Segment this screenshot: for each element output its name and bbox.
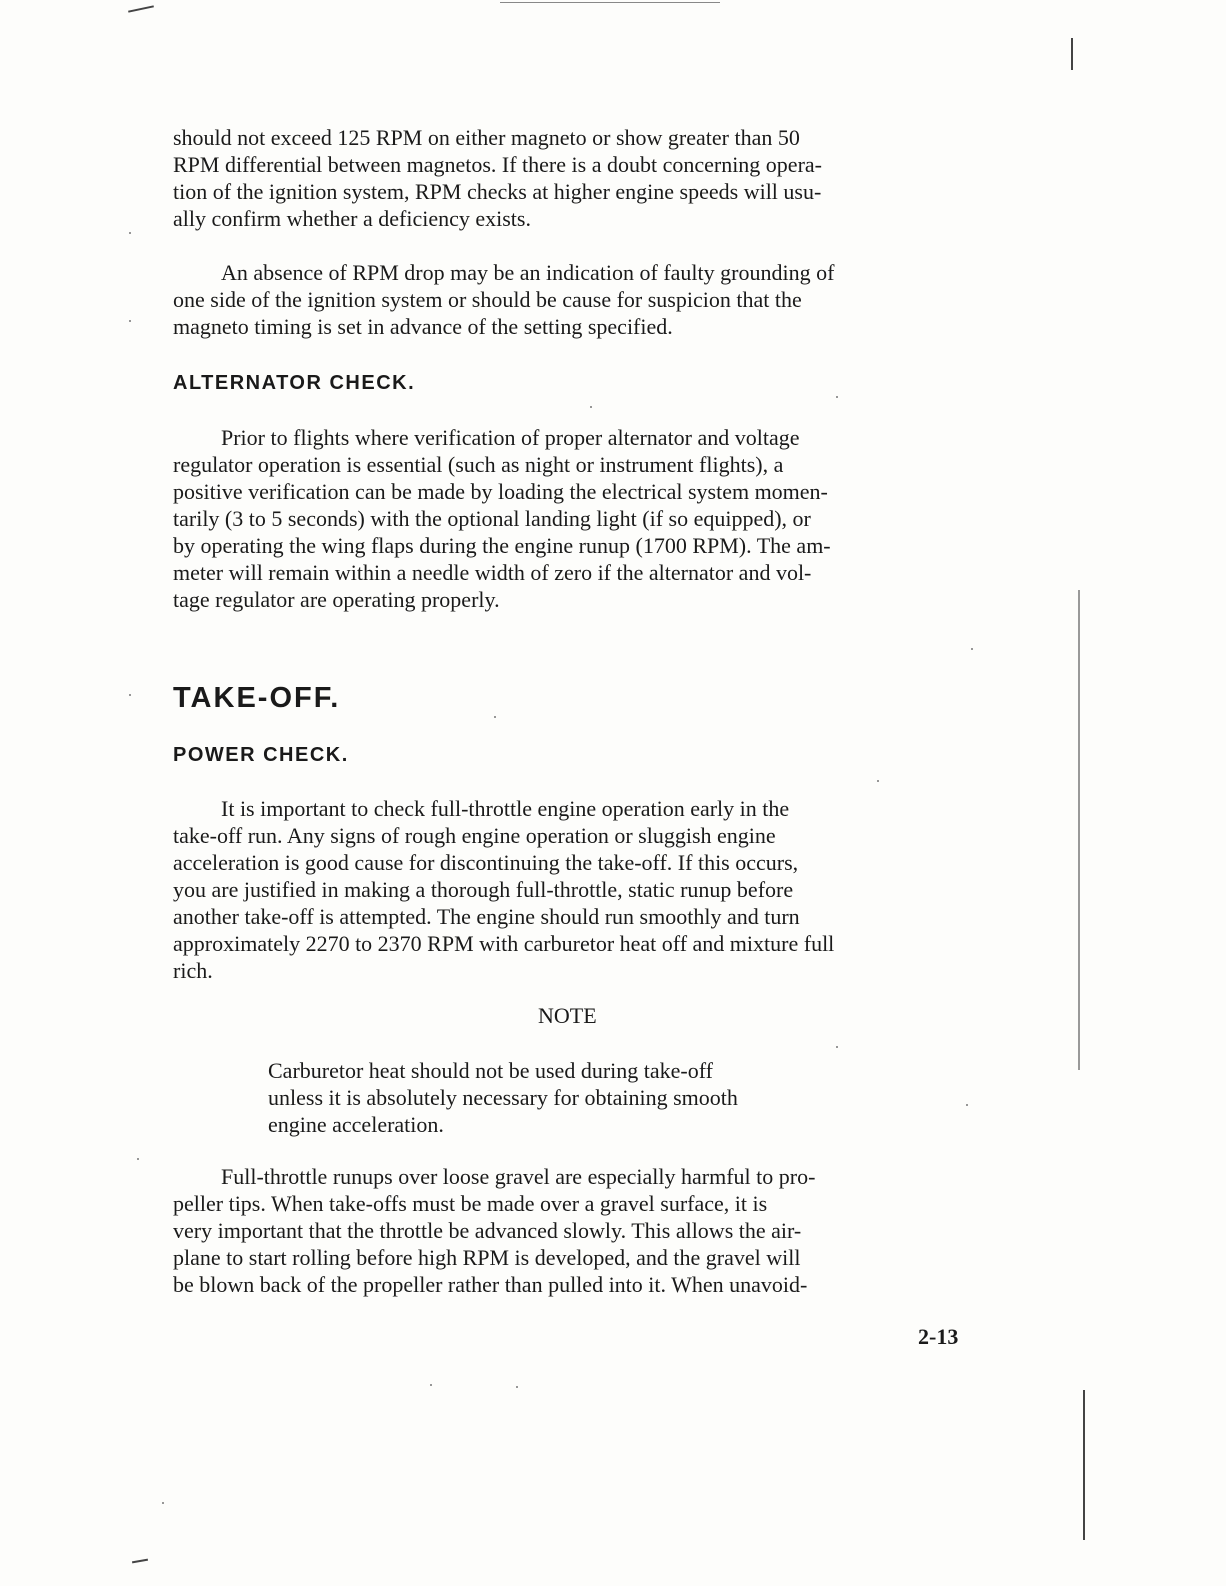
text-line: be blown back of the propeller rather than pulled into it. When unavoid-	[173, 1272, 808, 1297]
speck	[836, 1046, 838, 1048]
takeoff-heading: TAKE-OFF.	[173, 682, 341, 714]
scan-top-line	[500, 2, 720, 3]
speck	[971, 648, 973, 650]
text-line: RPM differential between magnetos. If there is a doubt concerning opera-	[173, 152, 822, 177]
speck	[129, 232, 131, 234]
speck	[836, 396, 838, 398]
speck	[966, 1104, 968, 1106]
text-line: Prior to flights where verification of proper alternator and voltage	[221, 425, 800, 450]
text-line: positive verification can be made by loading the electrical system momen-	[173, 479, 828, 504]
text-line: Full-throttle runups over loose gravel are especially harmful to pro-	[221, 1164, 816, 1189]
speck	[137, 1158, 139, 1160]
text-line: another take-off is attempted. The engine should run smoothly and turn	[173, 904, 800, 929]
speck	[590, 406, 592, 408]
note-label: NOTE	[538, 1003, 597, 1028]
text-line: peller tips. When take-offs must be made over a gravel surface, it is	[173, 1191, 768, 1216]
speck	[430, 1384, 432, 1386]
text-line: regulator operation is essential (such as night or instrument flights), a	[173, 452, 784, 477]
text-line: very important that the throttle be advanced slowly. This allows the air-	[173, 1218, 802, 1243]
text-line: acceleration is good cause for discontinuing the take-off. If this occurs,	[173, 850, 799, 875]
text-line: An absence of RPM drop may be an indication of faulty grounding of	[221, 260, 835, 285]
scan-corner-mark	[128, 5, 154, 12]
text-line: should not exceed 125 RPM on either magneto or show greater than 50	[173, 125, 800, 150]
power-check-heading: POWER CHECK.	[173, 744, 349, 766]
paragraph-alternator-check	[173, 424, 981, 613]
text-line: magneto timing is set in advance of the setting specified.	[173, 314, 673, 339]
text-line: approximately 2270 to 2370 RPM with carburetor heat off and mixture full	[173, 931, 835, 956]
text-line: rich.	[173, 958, 213, 983]
text-line: plane to start rolling before high RPM is developed, and the gravel will	[173, 1245, 801, 1270]
speck	[877, 780, 879, 782]
speck	[129, 320, 131, 322]
page-number: 2-13	[918, 1324, 959, 1349]
speck	[162, 1502, 164, 1504]
text-line: It is important to check full-throttle engine operation early in the	[221, 796, 790, 821]
text-line: take-off run. Any signs of rough engine operation or sluggish engine	[173, 823, 776, 848]
paragraph-magneto-drop	[173, 124, 981, 232]
text-line: meter will remain within a needle width of zero if the alternator and vol-	[173, 560, 812, 585]
scan-bottom-mark	[132, 1559, 148, 1564]
text-line: by operating the wing flaps during the engine runup (1700 RPM). The am-	[173, 533, 831, 558]
text-line: Carburetor heat should not be used during take-off	[268, 1058, 713, 1083]
paragraph-gravel-runups	[173, 1163, 981, 1298]
paragraph-absence-of-rpm-drop	[173, 259, 981, 340]
text-line: you are justified in making a thorough full-throttle, static runup before	[173, 877, 794, 902]
scan-right-edge-mid	[1078, 590, 1080, 1070]
scan-right-edge-top	[1071, 38, 1073, 70]
text-line: tion of the ignition system, RPM checks at higher engine speeds will usu-	[173, 179, 822, 204]
text-line: engine acceleration.	[268, 1112, 444, 1137]
note-text	[268, 1057, 738, 1138]
text-line: one side of the ignition system or should be cause for suspicion that the	[173, 287, 802, 312]
alternator-check-heading: ALTERNATOR CHECK.	[173, 372, 416, 394]
speck	[494, 716, 496, 718]
scan-right-edge-bottom	[1083, 1390, 1085, 1540]
speck	[129, 694, 131, 696]
text-line: tarily (3 to 5 seconds) with the optional landing light (if so equipped), or	[173, 506, 811, 531]
paragraph-power-check	[173, 795, 981, 984]
text-line: tage regulator are operating properly.	[173, 587, 500, 612]
speck	[516, 1386, 518, 1388]
text-line: ally confirm whether a deficiency exists.	[173, 206, 531, 231]
text-line: unless it is absolutely necessary for obtaining smooth	[268, 1085, 738, 1110]
